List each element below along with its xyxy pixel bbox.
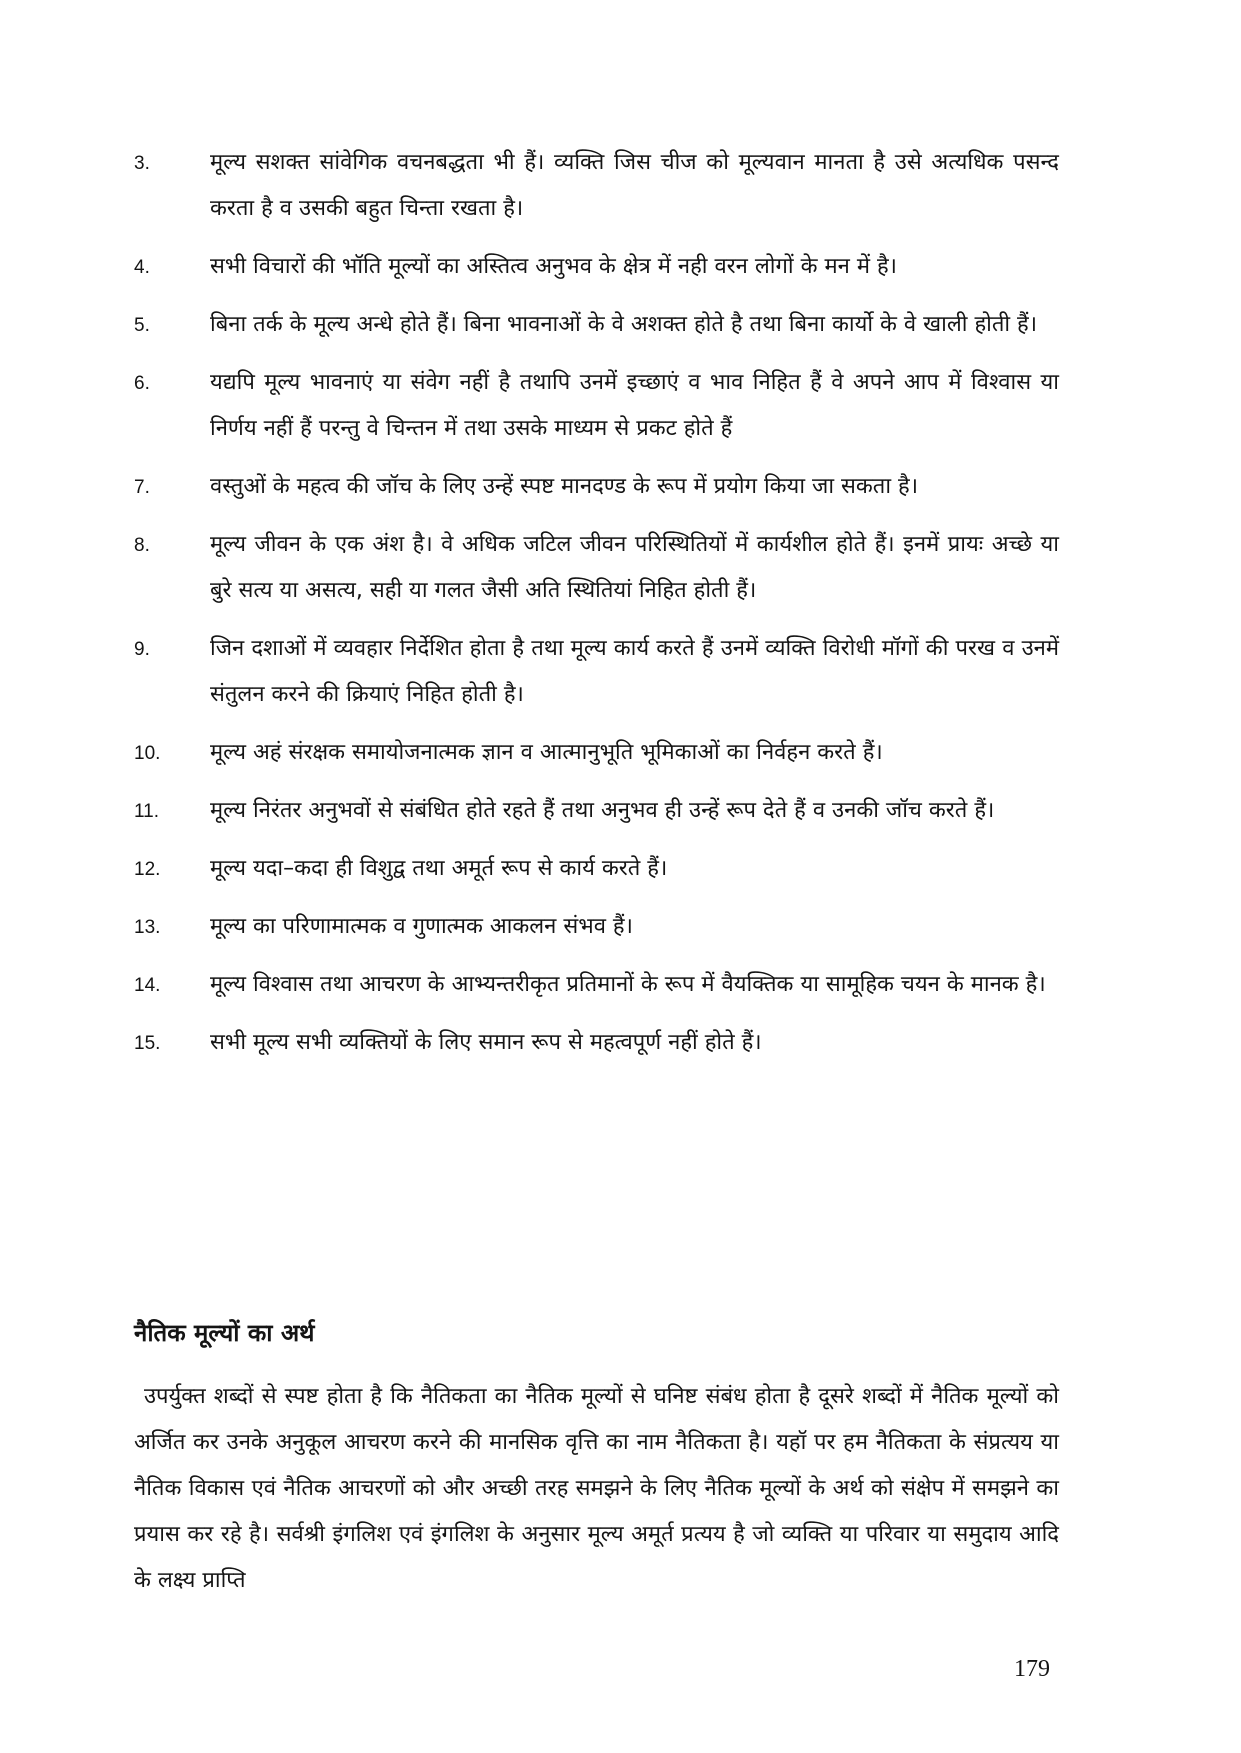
list-item bbox=[134, 904, 1059, 950]
item-number: 14. bbox=[134, 975, 161, 996]
item-text: सभी विचारों की भॉति मूल्यों का अस्तित्व अनुभव के क्षेत्र में नही वरन लोगों के मन में है। bbox=[210, 254, 897, 279]
list-item bbox=[134, 244, 1059, 290]
item-number: 10. bbox=[134, 743, 161, 764]
item-text: मूल्य निरंतर अनुभवों से संबंधित होते रहते हैं तथा अनुभव ही उन्हें रूप देते हैं व उनकी जॉच करते हैं। bbox=[210, 798, 995, 823]
item-number: 11. bbox=[134, 801, 160, 822]
body-paragraph: उपर्युक्त शब्दों से स्पष्ट होता है कि नैतिकता का नैतिक मूल्यों से घनिष्ट संबंध होता है दूसरे शब्दों में नैतिक मूल्यों को अर्जित कर उनके अनुकूल आचरण करने की मानसिक वृत्ति का नाम नैतिकता है। यहॉ पर हम नैतिकता के संप्रत्यय या नैतिक विकास एवं नैतिक आचरणों को और अच्छी तरह समझने के लिए नैतिक मूल्यों के अर्थ को संक्षेप में समझने का प्रयास कर रहे है। सर्वश्री इंगलिश एवं इंगलिश के अनुसार मूल्य अमूर्त प्रत्यय है जो व्यक्ति या परिवार या समुदाय आदि के लक्ष्य प्राप्ति bbox=[134, 1384, 1059, 1593]
item-number: 15. bbox=[134, 1033, 161, 1054]
list-item bbox=[134, 302, 1059, 348]
list-item bbox=[134, 788, 1059, 834]
list-item bbox=[134, 1020, 1059, 1066]
item-text: यद्यपि मूल्य भावनाएं या संवेग नहीं है तथापि उनमें इच्छाएं व भाव निहित हैं वे अपने आप में विश्वास या निर्णय नहीं हैं परन्तु वे चिन्तन में तथा उसके माध्यम से प्रकट होते हैं bbox=[210, 370, 1059, 441]
item-number: 9. bbox=[134, 639, 150, 660]
item-text: जिन दशाओं में व्यवहार निर्देशित होता है तथा मूल्य कार्य करते हैं उनमें व्यक्ति विरोधी मॉगों की परख व उनमें संतुलन करने की क्रियाएं निहित होती है। bbox=[210, 636, 1059, 707]
list-item bbox=[134, 360, 1059, 452]
item-text: बिना तर्क के मूल्य अन्धे होते हैं। बिना भावनाओं के वे अशक्त होते है तथा बिना कार्यो के वे खाली होती हैं। bbox=[210, 312, 1038, 337]
page-number: 179 bbox=[1014, 1656, 1050, 1682]
item-number: 12. bbox=[134, 859, 161, 880]
item-text: वस्तुओं के महत्व की जॉच के लिए उन्हें स्पष्ट मानदण्ड के रूप में प्रयोग किया जा सकता है। bbox=[210, 474, 919, 499]
item-number: 6. bbox=[134, 373, 150, 394]
item-number: 8. bbox=[134, 535, 150, 556]
list-item bbox=[134, 626, 1059, 718]
item-text: मूल्य सशक्त सांवेगिक वचनबद्धता भी हैं। व्यक्ति जिस चीज को मूल्यवान मानता है उसे अत्यधिक पसन्द करता है व उसकी बहुत चिन्ता रखता है। bbox=[210, 150, 1059, 221]
item-text: मूल्य का परिणामात्मक व गुणात्मक आकलन संभव हैं। bbox=[210, 914, 633, 939]
item-number: 4. bbox=[134, 257, 150, 278]
item-text: मूल्य यदा–कदा ही विशुद्व तथा अमूर्त रूप से कार्य करते हैं। bbox=[210, 856, 668, 881]
item-number: 13. bbox=[134, 917, 161, 938]
item-number: 7. bbox=[134, 477, 150, 498]
item-text: सभी मूल्य सभी व्यक्तियों के लिए समान रूप से महत्वपूर्ण नहीं होते हैं। bbox=[210, 1030, 762, 1055]
list-item bbox=[134, 730, 1059, 776]
item-text: मूल्य विश्वास तथा आचरण के आभ्यन्तरीकृत प्रतिमानों के रूप में वैयक्तिक या सामूहिक चयन के मानक है। bbox=[210, 972, 1046, 997]
item-number: 3. bbox=[134, 153, 150, 174]
list-item bbox=[134, 522, 1059, 614]
section-heading: नैतिक मूल्यों का अर्थ bbox=[134, 1319, 315, 1347]
item-text: मूल्य अहं संरक्षक समायोजनात्मक ज्ञान व आत्मानुभूति भूमिकाओं का निर्वहन करते हैं। bbox=[210, 740, 883, 765]
numbered-list bbox=[134, 140, 1059, 1078]
list-item bbox=[134, 464, 1059, 510]
list-item bbox=[134, 846, 1059, 892]
list-item bbox=[134, 962, 1059, 1008]
item-text: मूल्य जीवन के एक अंश है। वे अधिक जटिल जीवन परिस्थितियों में कार्यशील होते हैं। इनमें प्रायः अच्छे या बुरे सत्य या असत्य, सही या गलत जैसी अति स्थितियां निहित होती हैं। bbox=[210, 532, 1059, 603]
item-number: 5. bbox=[134, 315, 150, 336]
list-item bbox=[134, 140, 1059, 232]
